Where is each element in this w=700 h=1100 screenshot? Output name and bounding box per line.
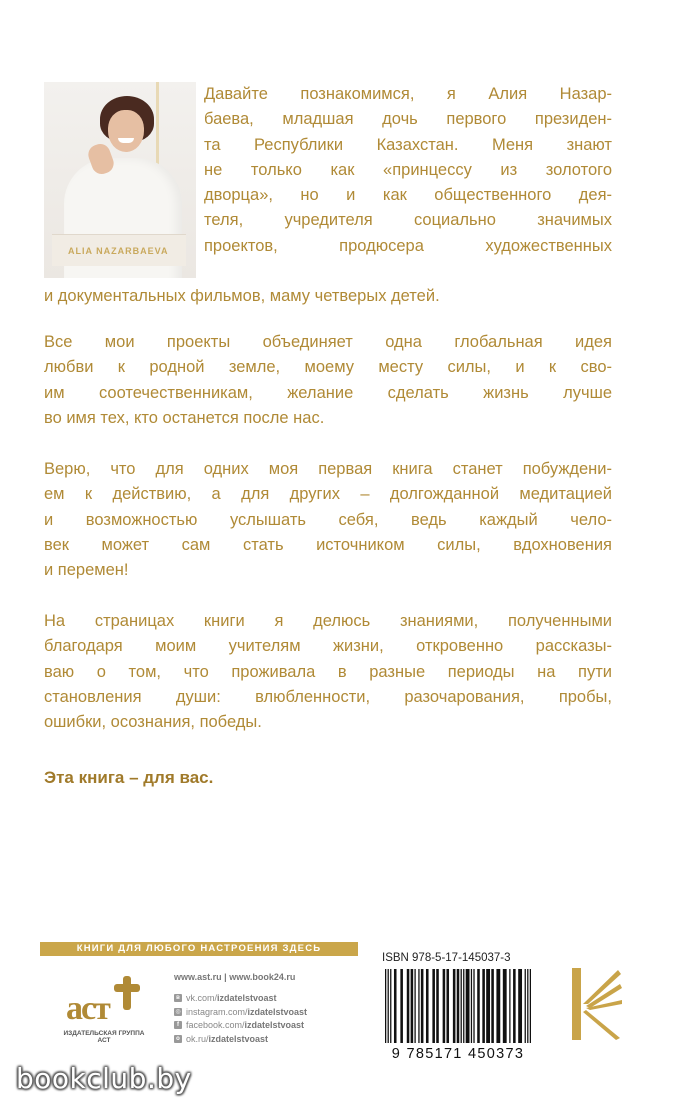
barcode-bar [486, 969, 490, 1043]
social-prefix: facebook.com/ [186, 1020, 245, 1030]
barcode-bar [432, 969, 435, 1043]
paragraph-intro [204, 82, 612, 259]
barcode-bar [527, 969, 528, 1043]
ast-cross-icon [114, 976, 140, 1010]
barcode-bar [496, 969, 500, 1043]
barcode-bar [525, 969, 526, 1043]
publisher-k-book-icon [568, 966, 624, 1042]
text-line: становления души: влюбленности, разочарования, пробы, [44, 687, 612, 706]
text-line: им соотечественникам, желание сделать жизнь лучше [44, 383, 612, 402]
text-line: теля, учредителя социально значимых [204, 211, 612, 230]
barcode-bar [463, 969, 464, 1043]
photo-smile [118, 138, 134, 143]
social-prefix: vk.com/ [186, 993, 218, 1003]
paragraph-belief [44, 457, 612, 583]
tagline: Эта книга – для вас. [44, 768, 214, 787]
social-link-ok [174, 1033, 307, 1045]
barcode-bar [461, 969, 462, 1043]
text-line: благодаря моим учителям жизни, откровенно рассказы- [44, 637, 612, 656]
barcode-bar [518, 969, 522, 1043]
barcode-bar [471, 969, 472, 1043]
isbn: ISBN 978-5-17-145037-3 [382, 952, 511, 964]
barcode-bar [400, 969, 403, 1043]
text-line: проектов, продюсера художественных [204, 236, 612, 255]
paragraph-projects [44, 330, 612, 431]
social-handle: izdatelstvoast [208, 1033, 269, 1044]
barcode-bar [457, 969, 460, 1043]
text-line: и перемен! [44, 561, 129, 580]
barcode-bars [379, 969, 537, 1043]
photo-chair-label: ALIA NAZARBAEVA [52, 234, 186, 266]
facebook-icon: f [174, 1021, 182, 1029]
site-watermark: bookclub.by [16, 1062, 192, 1095]
barcode-bar [482, 969, 485, 1043]
barcode-bar [473, 969, 474, 1043]
barcode-bar [426, 969, 429, 1043]
text-line: Все мои проекты объединяет одна глобальная идея [44, 333, 612, 351]
text-line: ем к действию, а для других – долгожданной медитацией [44, 485, 612, 504]
barcode-bar [436, 969, 439, 1043]
barcode-bar [385, 969, 386, 1043]
text-line: Верю, что для одних моя первая книга станет побуждени- [44, 460, 612, 478]
barcode-bar [418, 969, 419, 1043]
social-handle: izdatelstvoast [247, 1006, 308, 1017]
text-line: та Республики Казахстан. Меня знают [204, 135, 612, 154]
text-line: и документальных фильмов, маму четверых детей. [44, 287, 440, 305]
publisher-websites: www.ast.ru | www.book24.ru [174, 972, 296, 982]
publisher-caption: ИЗДАТЕЛЬСКАЯ ГРУППА АСТ [63, 1030, 145, 1044]
barcode-bar [513, 969, 516, 1043]
barcode-bar [453, 969, 456, 1043]
barcode-bar [446, 969, 449, 1043]
barcode-bar [394, 969, 397, 1043]
barcode-bar [414, 969, 415, 1043]
barcode [379, 969, 537, 1043]
text-line: ваю о том, что проживала в разные периоды на пути [44, 662, 612, 681]
barcode-bar [411, 969, 414, 1043]
social-link-facebook [174, 1019, 307, 1031]
barcode-bar [503, 969, 507, 1043]
paragraph-intro-end [44, 284, 612, 309]
text-line: и возможностью услышать себя, ведь каждый чело- [44, 510, 612, 529]
barcode-bar [491, 969, 494, 1043]
barcode-bar [477, 969, 480, 1043]
paragraph-pages [44, 609, 612, 735]
social-prefix: instagram.com/ [186, 1006, 248, 1017]
text-line: дворца», но и как общественного дея- [204, 186, 612, 205]
text-line: На страницах книги я делюсь знаниями, полученными [44, 612, 612, 630]
barcode-digits: 9 785171 450373 [391, 1046, 525, 1062]
social-handle: izdatelstvoast [244, 1020, 305, 1030]
author-photo [44, 82, 196, 278]
ast-logo [58, 972, 150, 1042]
social-link-vk [174, 992, 307, 1004]
text-line: ошибки, осознания, победы. [44, 713, 262, 732]
barcode-bar [509, 969, 510, 1043]
social-prefix: ok.ru/ [186, 1033, 209, 1044]
text-line: во имя тех, кто останется после нас. [44, 408, 325, 427]
vk-icon: в [174, 994, 182, 1002]
barcode-bar [407, 969, 410, 1043]
text-line: век может сам стать источником силы, вдохновения [44, 535, 612, 554]
text-line: Давайте познакомимся, я Алия Назар- [204, 85, 612, 103]
barcode-bar [390, 969, 391, 1043]
text-line: не только как «принцессу из золотого [204, 160, 612, 179]
publisher-slogan: КНИГИ ДЛЯ ЛЮБОГО НАСТРОЕНИЯ ЗДЕСЬ [40, 942, 358, 956]
barcode-bar [466, 969, 470, 1043]
text-line: любви к родной земле, моему месту силы, и к сво- [44, 358, 612, 377]
photo-face [108, 110, 144, 152]
social-handle: izdatelstvoast [217, 993, 277, 1003]
instagram-icon: ◎ [175, 1008, 181, 1015]
social-link-instagram [174, 1006, 307, 1018]
social-links [174, 992, 307, 1046]
barcode-bar [421, 969, 424, 1043]
barcode-bar [388, 969, 389, 1043]
text-line: баева, младшая дочь первого президен- [204, 110, 612, 129]
barcode-bar [443, 969, 446, 1043]
barcode-bar [530, 969, 531, 1043]
ast-logo-letters: аст [66, 990, 109, 1027]
ok-icon: о [174, 1035, 182, 1043]
